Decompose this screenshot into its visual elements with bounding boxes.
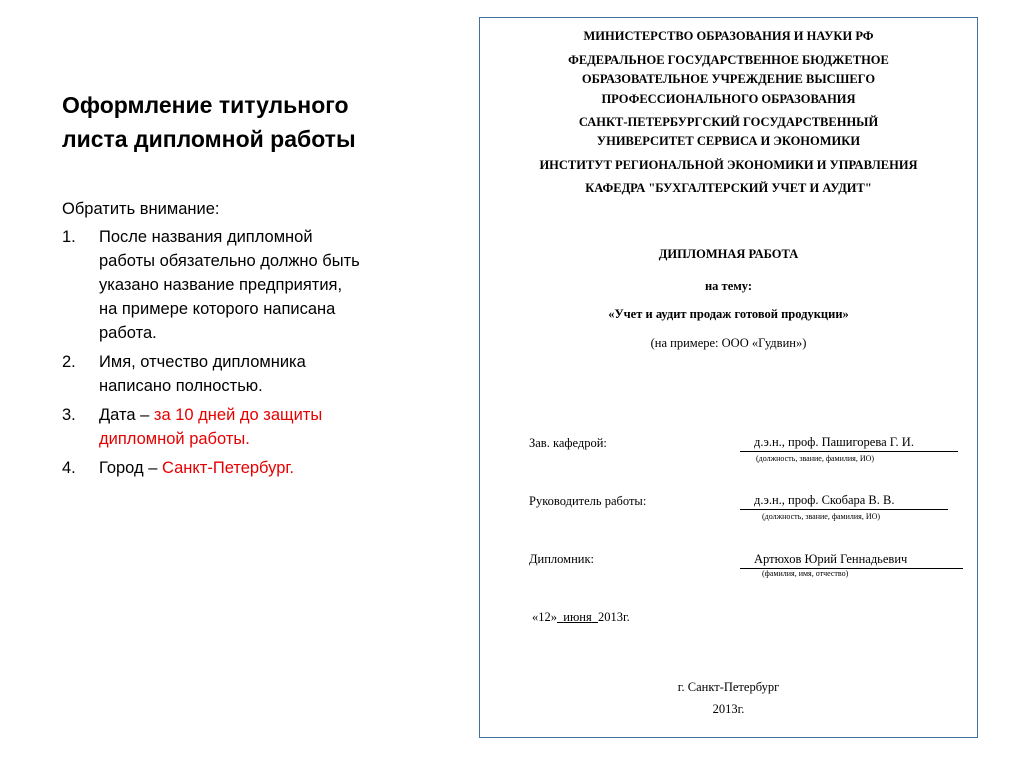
slide-title [62, 88, 362, 156]
student-caption: (фамилия, имя, отчество) [762, 569, 849, 578]
list-item [62, 350, 362, 398]
work-type: ДИПЛОМНАЯ РАБОТА [658, 247, 799, 261]
list-item-highlight: за 10 дней до защиты дипломной работы. [99, 406, 323, 448]
list-item [62, 403, 362, 451]
list-item-number: 1. [62, 228, 76, 246]
list-item-number: 2. [62, 353, 76, 371]
date-day: «12» [532, 610, 557, 624]
header-department: КАФЕДРА "БУХГАЛТЕРСКИЙ УЧЕТ И АУДИТ" [585, 181, 872, 195]
header-university-line2: УНИВЕРСИТЕТ СЕРВИСА И ЭКОНОМИКИ [596, 134, 861, 148]
supervisor-label: Руководитель работы: [529, 494, 647, 508]
list-item-highlight: Санкт-Петербург. [161, 459, 294, 477]
title-page-sample [479, 17, 978, 738]
head-of-department-label: Зав. кафедрой: [529, 436, 607, 450]
date-month: июня [563, 610, 592, 624]
example-company: (на примере: ООО «Гудвин») [650, 336, 807, 350]
topic: «Учет и аудит продаж готовой продукции» [608, 307, 849, 321]
supervisor-caption: (должность, звание, фамилия, ИО) [762, 512, 881, 521]
student-value: Артюхов Юрий Геннадьевич [740, 550, 963, 569]
list-item-number: 4. [62, 459, 76, 477]
list-item-number: 3. [62, 406, 76, 424]
instructions-panel [62, 88, 362, 485]
header-ministry: МИНИСТЕРСТВО ОБРАЗОВАНИЯ И НАУКИ РФ [583, 29, 874, 43]
header-institution-line1: ФЕДЕРАЛЬНОЕ ГОСУДАРСТВЕННОЕ БЮДЖЕТНОЕ [568, 53, 889, 67]
header-university-line1: САНКТ-ПЕТЕРБУРГСКИЙ ГОСУДАРСТВЕННЫЙ [578, 115, 879, 129]
year: 2013г. [712, 702, 745, 716]
list-item-prefix: Дата – [99, 406, 154, 424]
submission-date [532, 608, 630, 626]
header-institution-line2: ОБРАЗОВАТЕЛЬНОЕ УЧРЕЖДЕНИЕ ВЫСШЕГО [581, 72, 876, 86]
head-of-department-value: д.э.н., проф. Пашигорева Г. И. [740, 433, 958, 452]
slide-title-line2: листа дипломной работы [62, 126, 356, 152]
supervisor-value: д.э.н., проф. Скобара В. В. [740, 491, 948, 510]
list-item [62, 225, 362, 345]
list-item-text: Имя, отчество дипломника написано полностью. [99, 353, 306, 395]
list-item-prefix: Город – [99, 459, 162, 477]
header-institution-line3: ПРОФЕССИОНАЛЬНОГО ОБРАЗОВАНИЯ [601, 92, 856, 106]
slide-title-line1: Оформление титульного [62, 92, 349, 118]
head-of-department-caption: (должность, звание, фамилия, ИО) [756, 454, 875, 463]
list-item-text: После названия дипломной работы обязательно должно быть указано название предприятия, на примере которого написана работа. [99, 228, 360, 342]
intro-text: Обратить внимание: [62, 200, 220, 218]
student-label: Дипломник: [529, 552, 594, 566]
topic-label: на тему: [704, 279, 753, 293]
city: г. Санкт-Петербург [677, 680, 780, 694]
notes-list [62, 225, 362, 480]
header-institute: ИНСТИТУТ РЕГИОНАЛЬНОЙ ЭКОНОМИКИ И УПРАВЛЕНИЯ [539, 158, 918, 172]
date-year: 2013г. [597, 610, 630, 624]
list-item [62, 456, 362, 480]
